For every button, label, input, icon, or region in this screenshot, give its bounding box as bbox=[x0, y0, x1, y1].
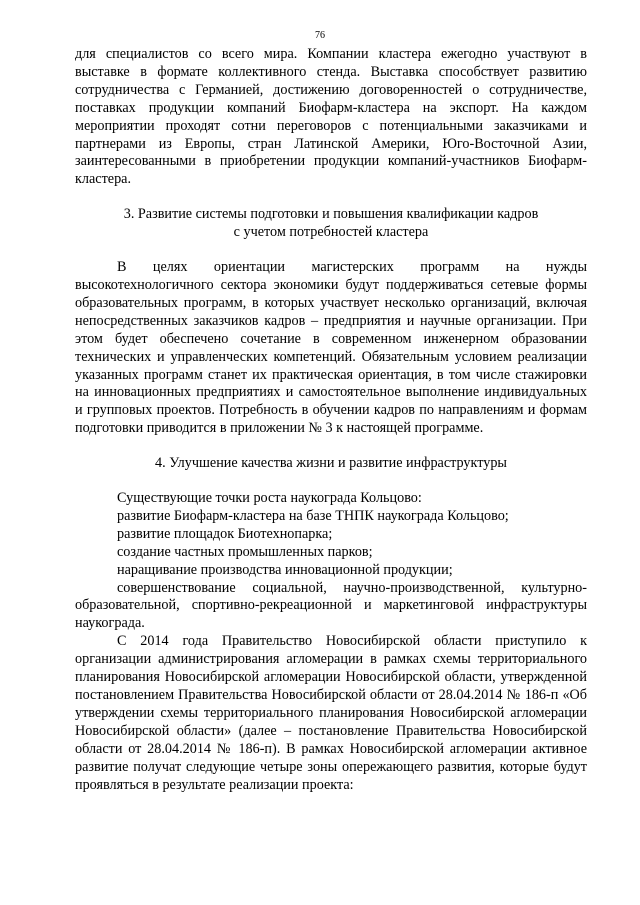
list-item: создание частных промышленных парков; bbox=[117, 543, 373, 560]
section3-paragraph: В целях ориентации магистерских программ на нужды высокотехнологичного сектора экономики будут поддерживаться сетевые формы образовательных программ, в которых участвует несколько организаций, включая непосредственных заказчиков кадров – предприятия и научные организации. При этом будет обеспечено сочетание в современном инженерном образовании технических и управленческих компетенций. Обязательным условием реализации указанных программ станет их практическая ориентация, в том числе стажировки на инновационных предприятиях и самостоятельное выполнение индивидуальных и групповых проектов. Потребность в обучении кадров по направлениям и формам подготовки приводится в приложении № 3 к настоящей программе. bbox=[75, 259, 587, 437]
page-number: 76 bbox=[315, 30, 325, 41]
list-item: развитие площадок Биотехнопарка; bbox=[117, 525, 333, 542]
list-item: наращивание производства инновационной продукции; bbox=[117, 561, 453, 578]
section4-intro: Существующие точки роста наукограда Кольцово: bbox=[117, 490, 422, 507]
section3-heading-line1: 3. Развитие системы подготовки и повышения квалификации кадров bbox=[123, 206, 539, 223]
list-item: совершенствование социальной, научно-производственной, культурно-образовательной, спортивно-рекреационной и маркетинговой инфраструктуры наукограда. bbox=[75, 579, 587, 632]
section4-paragraph: С 2014 года Правительство Новосибирской области приступило к организации администрирования агломерации в рамках схемы территориального планирования Новосибирской агломерации Новосибирской области, утвержденной постановлением Правительства Новосибирской области от 28.04.2014 № 186-п «Об утверждении схемы территориального планирования Новосибирской агломерации Новосибирской области» (далее – постановление Правительства Новосибирской области от 28.04.2014 № 186-п). В рамках Новосибирской агломерации активное развитие получат следующие четыре зоны опережающего развития, которые будут проявляться в результате реализации проекта: bbox=[75, 633, 587, 793]
section2-tail-paragraph: для специалистов со всего мира. Компании кластера ежегодно участвуют в выставке в формате коллективного стенда. Выставка способствует развитию сотрудничества с Германией, достижению договоренностей о сотрудничестве, поставках продукции компаний Биофарм-кластера на экспорт. На каждом мероприятии проходят сотни переговоров с потенциальными заказчиками и партнерами из Европы, стран Латинской Америки, Юго-Восточной Азии, заинтересованными в приобретении продукции компаний-участников Биофарм-кластера. bbox=[75, 46, 587, 188]
section4-heading bbox=[75, 455, 587, 473]
section3-heading bbox=[75, 206, 587, 242]
list-item: развитие Биофарм-кластера на базе ТНПК наукограда Кольцово; bbox=[117, 507, 509, 524]
section4-heading-text: 4. Улучшение качества жизни и развитие инфраструктуры bbox=[155, 455, 507, 472]
document-body bbox=[75, 46, 587, 794]
section3-heading-line2: с учетом потребностей кластера bbox=[233, 224, 429, 241]
